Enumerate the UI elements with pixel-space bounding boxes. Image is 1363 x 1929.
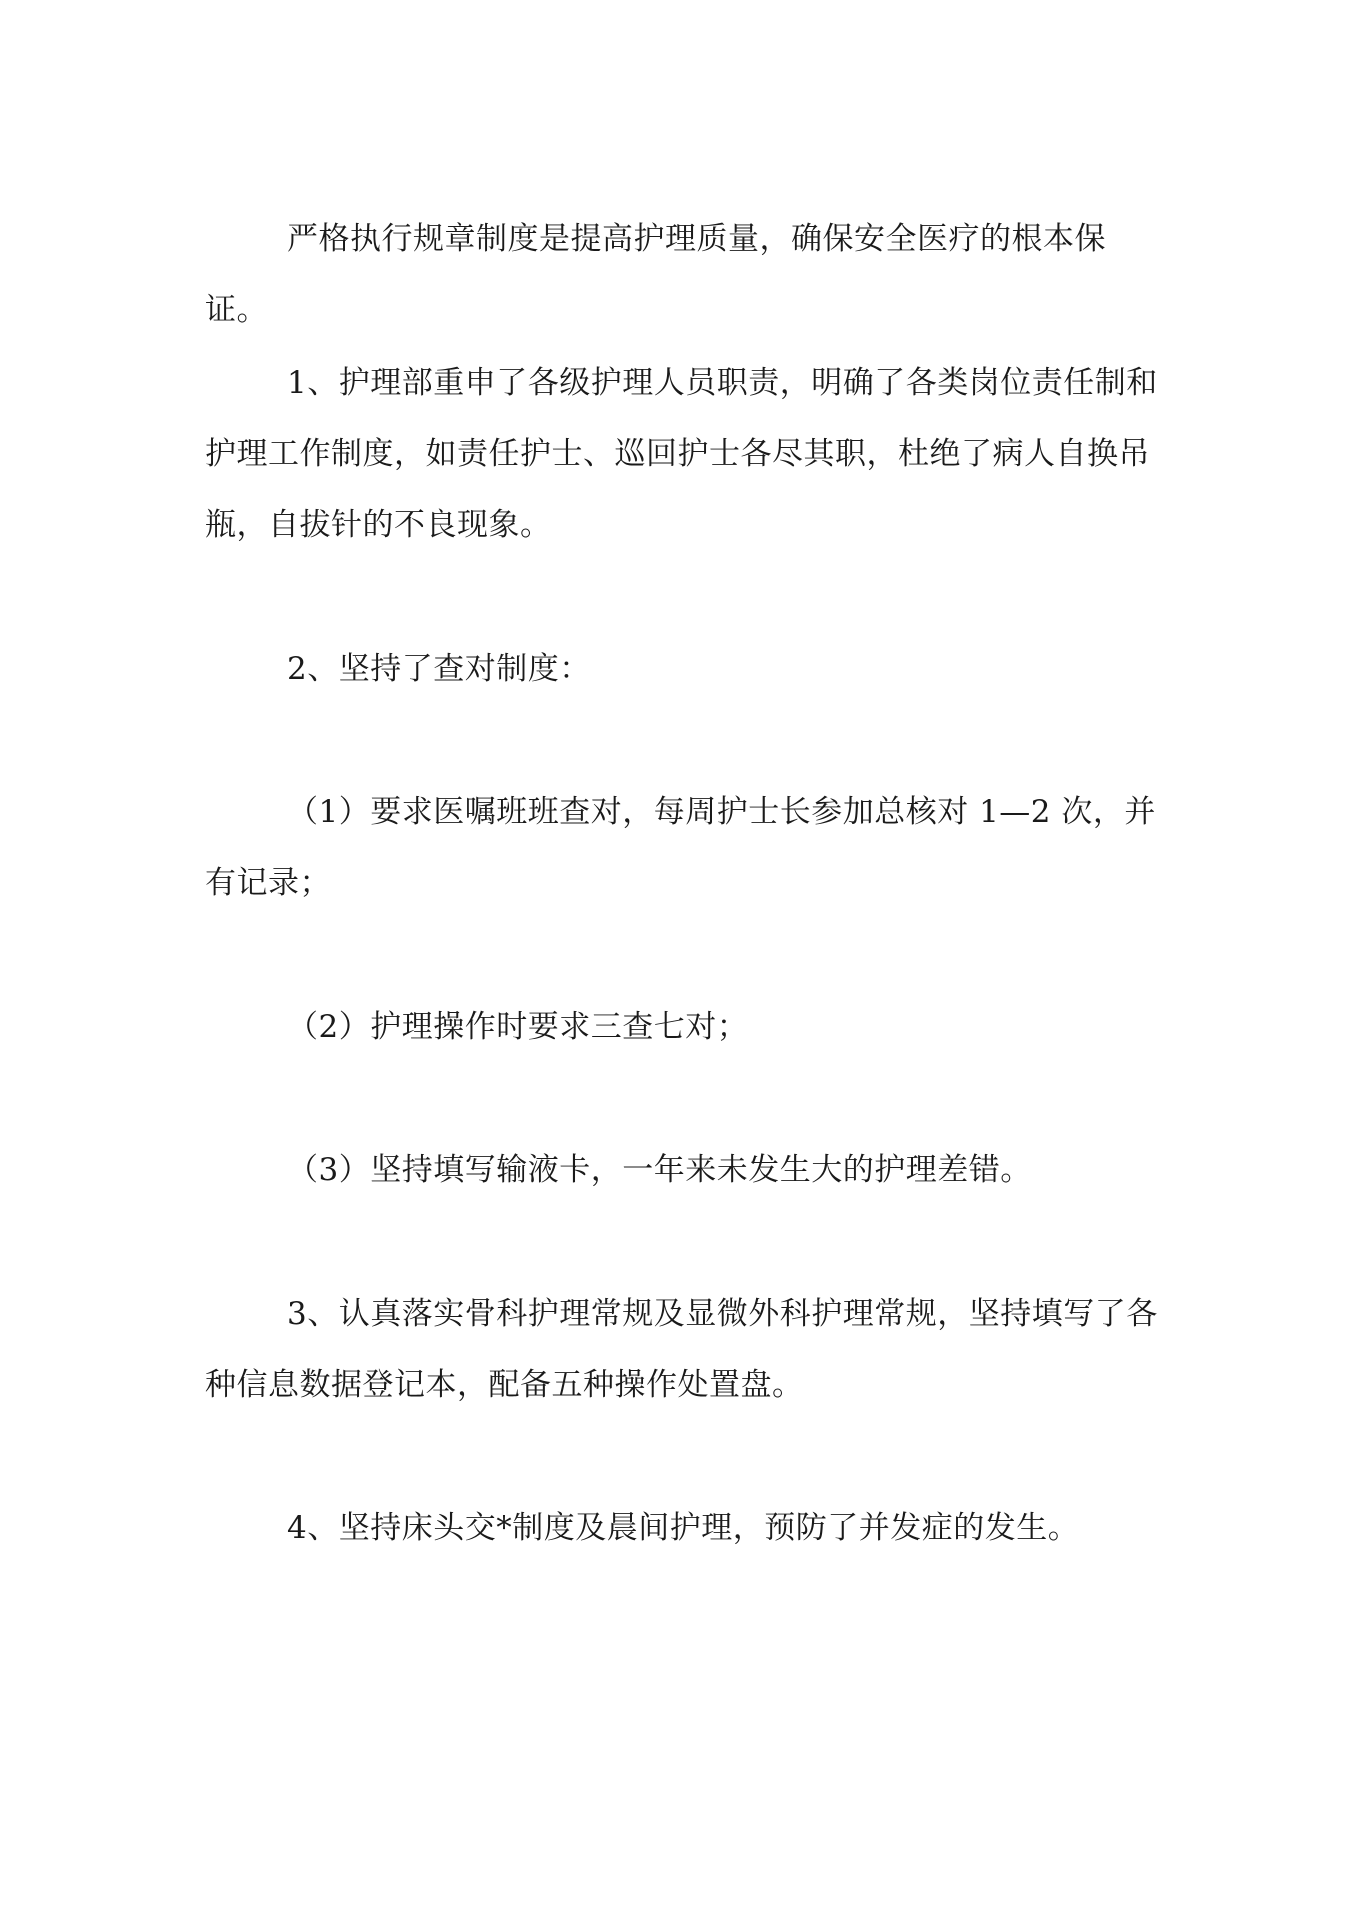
paragraph-intro: 严格执行规章制度是提高护理质量，确保安全医疗的根本保证。 [205,221,1106,328]
paragraph-item-1: 1、护理部重申了各级护理人员职责，明确了各类岗位责任制和护理工作制度，如责任护士、巡回护士各尽其职，杜绝了病人自换吊瓶，自拔针的不良现象。 [205,365,1158,543]
paragraph-subitem-2: （2）护理操作时要求三查七对； [287,1009,749,1045]
paragraph-subitem-3: （3）坚持填写输液卡，一年来未发生大的护理差错。 [287,1152,1032,1188]
paragraph-item-3: 3、认真落实骨科护理常规及显微外科护理常规，坚持填写了各种信息数据登记本，配备五种操作处置盘。 [205,1296,1158,1403]
paragraph-subitem-1: （1）要求医嘱班班查对，每周护士长参加总核对 1—2 次，并有记录； [205,794,1156,901]
paragraph-item-4: 4、坚持床头交*制度及晨间护理，预防了并发症的发生。 [287,1510,1080,1546]
paragraph-item-2: 2、坚持了查对制度： [287,651,591,687]
